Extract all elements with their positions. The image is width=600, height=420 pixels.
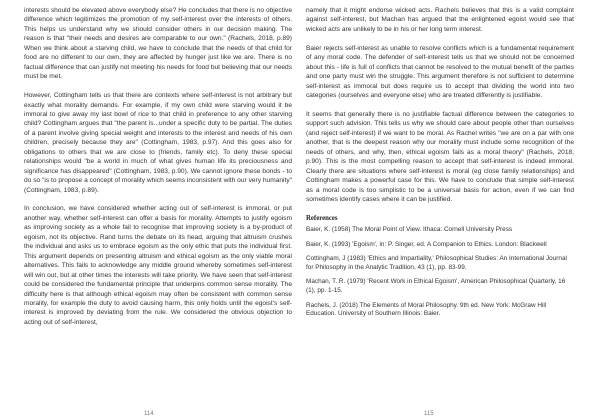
left-page [24, 6, 292, 414]
reference-item: Baier, K. (1958) The Moral Point of View. Ithaca: Cornell University Press [306, 225, 513, 233]
body-paragraph: In conclusion, we have considered whether acting out of self-interest is immoral, or put another way, whether self-interest can offer a basis for morality. Attempts to justify egoism as improving society as a whole fail to recognise that improving society is a by-product of egoism, not its objective. Rand turns the debate on its head, arguing that altruism crushes the individual and asks us to embrace egoism as the only ethic that puts the individual first. This argument depends on presenting altruism and ethical egoism as the only viable moral alternatives. This fails to acknowledge any middle ground whereby sometimes self-interest will win out, but at other times the interests will take priority. We have seen that self-interest could be considered the fundamental principle that underpins common sense morality. The difficulty here is that although ethical egoism may often be consistent with common sense morality, for example the duty to avoid causing harm, this only holds until the egoist's self-interest is improved by deviating from the rule. We considered the obvious objection to acting out of self-interest, [24, 205, 292, 326]
reference-item: Machan, T. R. (1979) 'Recent Work in Ethical Egoism', American Philosophical Quarterly, 16 (1), pp. 1-15. [306, 278, 566, 294]
reference-item: Cottingham, J (1983) 'Ethics and Impartiality,' Philosophical Studies: An International Journal for Philosophy in the Analytic Tradition, 43 (1), pp. 83-99. [306, 255, 567, 271]
reference-item: Baier, K. (1993) 'Egoism', in: P. Singer, ed. A Companion to Ethics. London: Blackwell [306, 240, 547, 248]
page-number-right: 115 [424, 411, 434, 417]
right-page [306, 6, 574, 414]
references-heading: References [306, 214, 338, 222]
paragraph-gap [24, 195, 292, 204]
paragraph-gap [306, 204, 574, 213]
paragraph-gap [24, 82, 292, 91]
references-list [306, 226, 574, 318]
paragraph-gap [306, 34, 574, 43]
reference-item: Rachels, J. (2018) The Elements of Moral Philosophy. 9th ed. New York: McGraw Hill Education. University of Southern Illinois: Baier. [306, 301, 547, 317]
body-paragraph: interests should be elevated above everybody else? He concludes that there is no objective difference which legitimizes the promotion of my self-interest over the interests of others. This helps us understand why we should consider others in our decision making. The reason is that "their needs and desires are comparable to our own." (Rachels, 2018, p.89) When we think about a starving child, we have to conclude that the needs of that child for food are no different to our own, they are affected by hunger just like we are. There is no factual difference that can justify not meeting his needs for food but believing that our needs must be met. [24, 7, 292, 81]
page-number-left: 114 [144, 411, 154, 417]
body-paragraph: namely that it might endorse wicked acts. Rachels believes that this is a valid complaint against self-interest, but Machan has argued that the enlightened egoist would see that wicked acts are unlikely to be in his or her long term interest. [306, 7, 574, 33]
paragraph-gap [306, 101, 574, 110]
body-paragraph: Baier rejects self-interest as unable to resolve conflicts which is a fundamental requirement of any moral code. The defender of self-interest tells us that we should not be concerned about this - life is full of conflicts that cannot be resolved to the mutual benefit of the parties and one party must win the struggle. This argument therefore is not sufficient to determine self-interest as immoral but does require us to accept that dividing the world into two categories (ourselves and everyone else) who are treated differently is justifiable. [306, 44, 574, 100]
body-paragraph: However, Cottingham tells us that there are contexts where self-interest is not arbitrary but exactly what morality demands. For example, if my own child were starving would it be immoral to give away my last bowl of rice to that child in preference to any other starving child? Cottingham argues that "the parent is...under a specific duty to be partial. The duties of a parent involve giving special weight and interests to the interest and needs of his own children, precisely because they are" (Cottingham, 1983, p.97). And this goes also for obligations to others that we are close to (friends, family etc). To deny these special relationships would "be a world in much of what gives human life its preciousness and significance has disappeared" (Cottingham, 1983, p.90). We cannot ignore these bonds - to do so "is to propose a concept of morality which seems inconsistent with our very humanity" (Cottingham, 1983, p.89). [24, 92, 292, 194]
body-paragraph: It seems that generally there is no justifiable factual difference between the categories to support such advision. This tells us why we should care about people other than ourselves (and reject self-interest) if we want to be moral. As Rachel writes "we are on a par with one another, that is the deepest reason why our morality must include some recognition of the needs of others, and why, then, ethical egoism fails as a moral theory" (Rachels, 2018, p.90). This is the most compelling reason to accept that self-interest is indeed immoral. Clearly there are situations where self-interest is moral (eg close family relationships) and Cottingham makes a powerful case for this. We have to conclude that simple self-interest as a moral code is too simplistic to be a universal basis for action, even if we can find sometimes identify cases where it can be justified. [306, 110, 574, 204]
